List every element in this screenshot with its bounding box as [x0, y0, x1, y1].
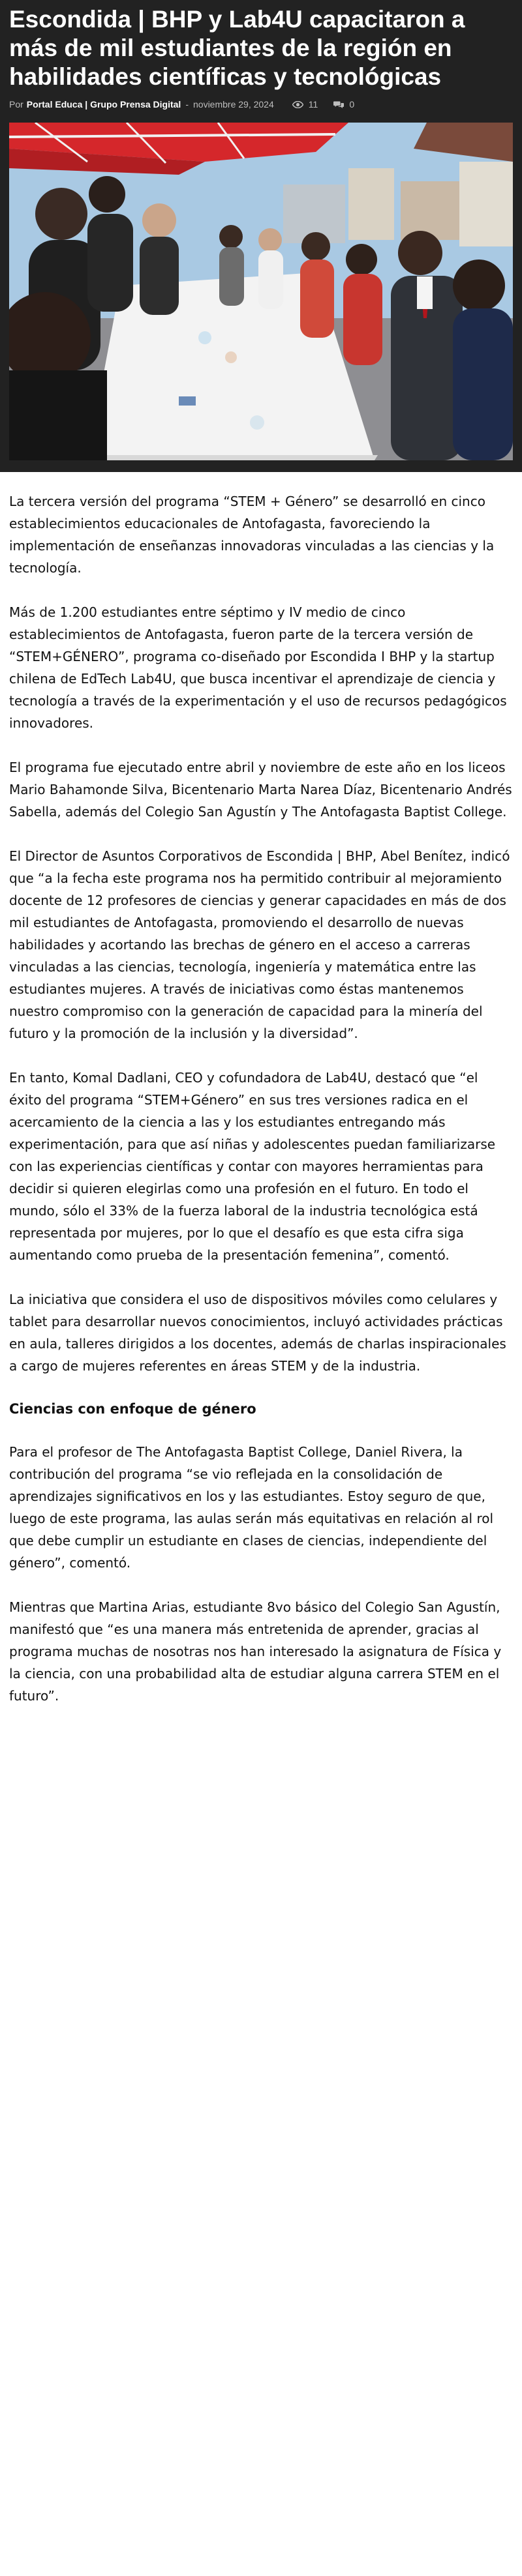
comments-icon — [333, 100, 344, 109]
paragraph: Para el profesor de The Antofagasta Baptist College, Daniel Rivera, la contribución del programa “se vio reflejada en la consolidación de aprendizajes significativos en los y las estudiantes. Estoy seguro de que, luego de este programa, las aulas serán más equitativas en relación al rol que debe cumplir un estudiante en clases de ciencias, independiente del género”, comentó. — [9, 1444, 494, 1571]
publish-date: noviembre 29, 2024 — [193, 99, 274, 110]
paragraph: El Director de Asuntos Corporativos de Escondida | BHP, Abel Benítez, indicó que “a la fecha este programa nos ha permitido contribuir al mejoramiento docente de 12 profesores de ciencias y generar capacidades en más de dos mil estudiantes de Antofagasta, promoviendo el desarrollo de nuevas habilidades y acortando las brechas de género en el acceso a carreras vinculadas a las ciencias, tecnología, ingeniería y matemática entre las estudiantes mujeres. A través de iniciativas como éstas mantenemos nuestro compromiso con la generación de capacidad para la minería del futuro y la promoción de la inclusión y la diversidad”. — [9, 848, 510, 1041]
comments-stat[interactable] — [333, 99, 354, 110]
article-header — [0, 0, 522, 472]
paragraph: Más de 1.200 estudiantes entre séptimo y IV medio de cinco establecimientos de Antofagasta, fueron parte de la tercera versión de “STEM+GÉNERO”, programa co-diseñado por Escondida I BHP y la startup chilena de EdTech Lab4U, que busca incentivar el aprendizaje de ciencia y tecnología a través de la experimentación y el uso de recursos pedagógicos innovadores. — [9, 604, 507, 731]
paragraph: En tanto, Komal Dadlani, CEO y cofundadora de Lab4U, destacó que “el éxito del programa “STEM+Género” en sus tres versiones radica en el acercamiento de la ciencia a las y los estudiantes entregando más experimentación, para que así niñas y adolescentes puedan familiarizarse con las experiencias científicas y contar con mayores herramientas para decidir si quieren elegirlas como una profesión en el futuro. En todo el mundo, sólo el 33% de la fuerza laboral de la industria tecnológica está representada por mujeres, por lo que el desafío es que esta cifra siga aumentando como prueba de la presentación femenina”, comentó. — [9, 1070, 496, 1263]
views-count: 11 — [308, 99, 318, 110]
views-stat — [292, 99, 318, 110]
section-subheading: Ciencias con enfoque de género — [9, 1401, 256, 1417]
author-link[interactable]: Portal Educa | Grupo Prensa Digital — [26, 99, 181, 110]
hero-image — [9, 123, 513, 460]
comments-count: 0 — [349, 99, 355, 110]
meta-separator: - — [185, 99, 189, 110]
paragraph: Mientras que Martina Arias, estudiante 8vo básico del Colegio San Agustín, manifestó que “es una manera más entretenida de aprender, gracias al programa muchas de nosotras nos han interesado la asignatura de Física y la ciencia, con una probabilidad alta de estudiar alguna carrera STEM en el futuro”. — [9, 1599, 502, 1704]
article-body — [0, 472, 522, 1707]
article-meta — [9, 99, 513, 110]
paragraph: La iniciativa que considera el uso de dispositivos móviles como celulares y tablet para desarrollar nuevos conocimientos, incluyó actividades prácticas en aula, talleres dirigidos a los docentes, además de charlas inspiracionales a cargo de mujeres referentes en áreas STEM y de la industria. — [9, 1292, 506, 1374]
article-title: Escondida | BHP y Lab4U capacitaron a más de mil estudiantes de la región en habilidades científicas y tecnológicas — [9, 6, 465, 90]
paragraph: El programa fue ejecutado entre abril y noviembre de este año en los liceos Mario Bahamonde Silva, Bicentenario Marta Narea Díaz, Bicentenario Andrés Sabella, además del Colegio San Agustín y The Antofagasta Baptist College. — [9, 760, 512, 820]
eye-icon — [292, 101, 303, 108]
paragraph: La tercera versión del programa “STEM + Género” se desarrolló en cinco establecimientos educacionales de Antofagasta, favoreciendo la implementación de enseñanzas innovadoras vinculadas a las ciencias y la tecnología. — [9, 494, 495, 576]
hero-photo-illustration — [9, 123, 513, 460]
byline-prefix: Por — [9, 99, 23, 110]
